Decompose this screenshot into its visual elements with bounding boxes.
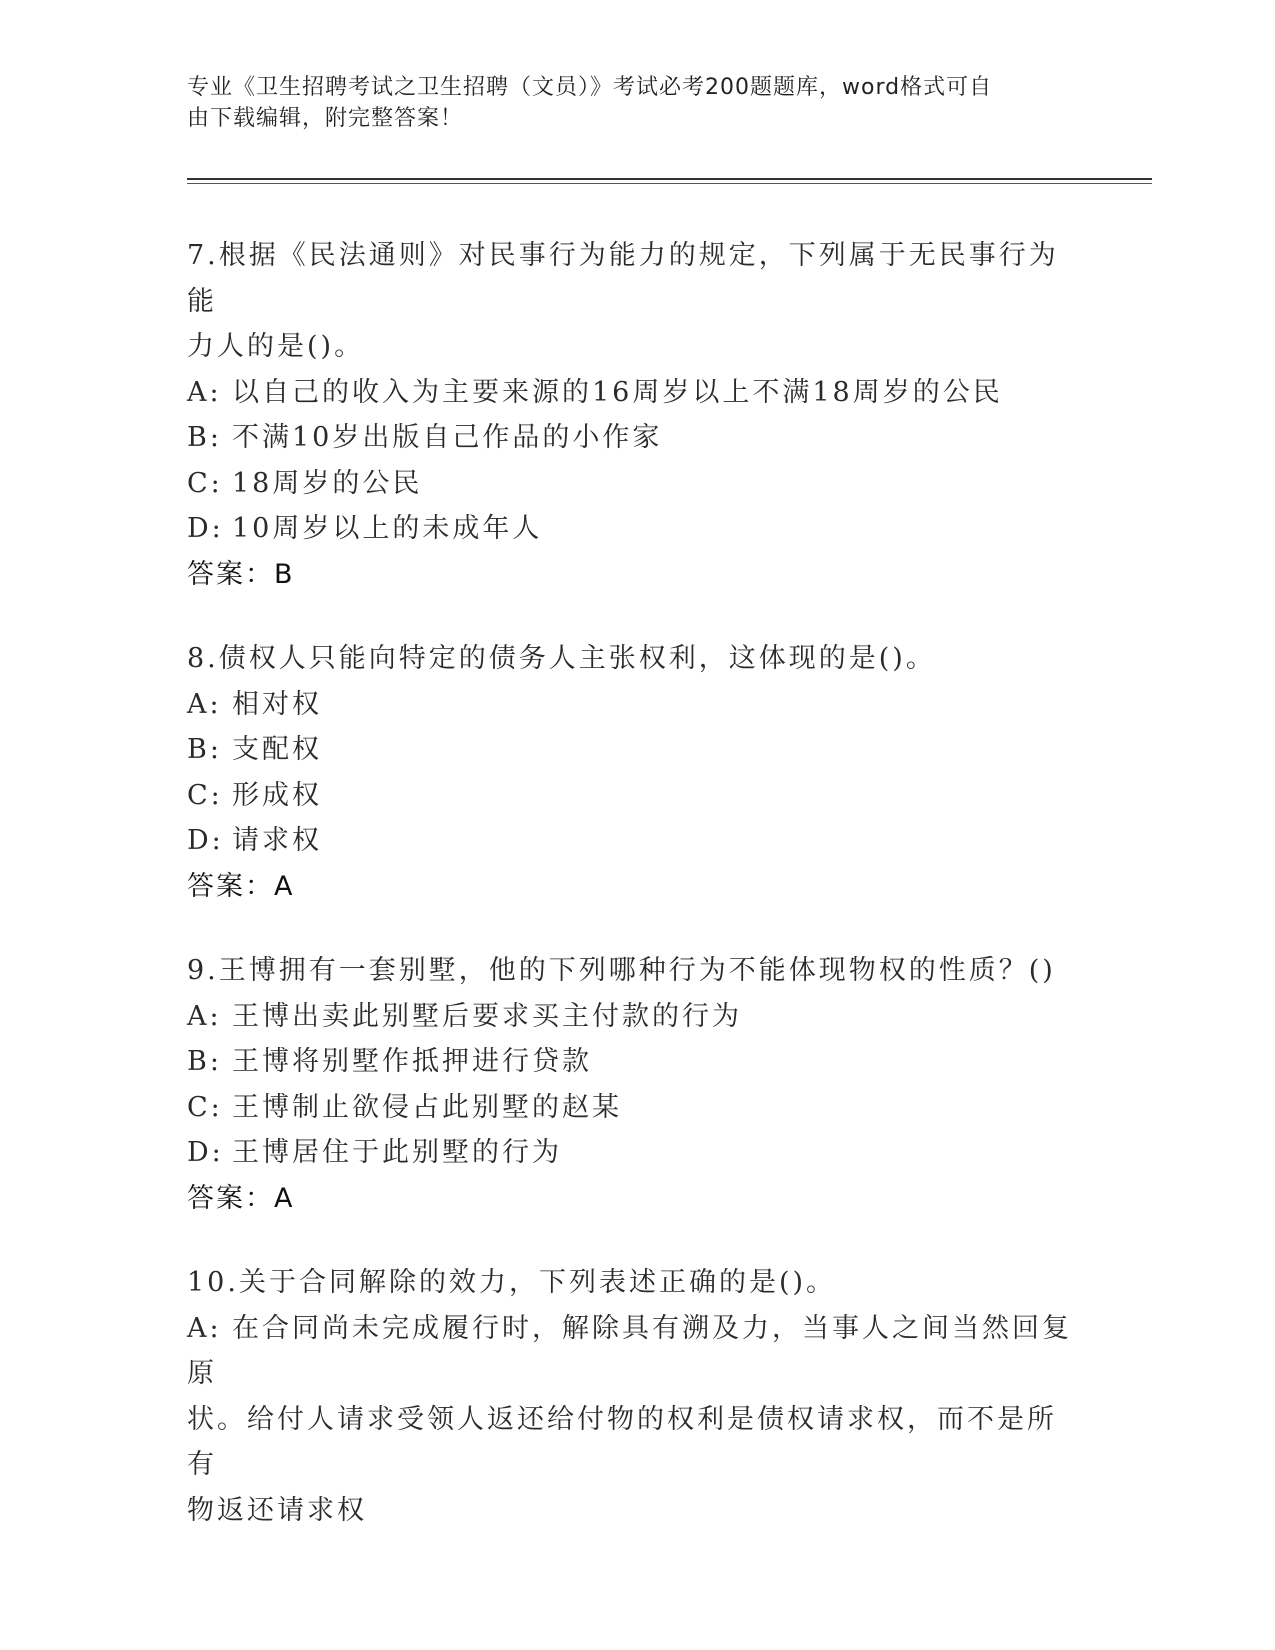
question-7 — [187, 233, 1077, 597]
option-text: 18周岁的公民 — [232, 467, 423, 499]
option-letter: C: — [187, 467, 223, 499]
option-text: 王博制止欲侵占此别墅的赵某 — [232, 1091, 622, 1123]
option-a — [187, 1306, 1077, 1397]
header-divider-thin — [187, 183, 1152, 184]
option-letter: B: — [187, 734, 222, 765]
option-text: 在合同尚未完成履行时，解除具有溯及力，当事人之间当然回复原 — [187, 1312, 1072, 1389]
option-a — [187, 370, 1077, 416]
option-b — [187, 1039, 1077, 1085]
option-text: 不满10岁出版自己作品的小作家 — [232, 422, 663, 453]
answer-label: 答案：A — [187, 870, 295, 902]
question-8 — [187, 636, 1077, 909]
question-9 — [187, 948, 1077, 1221]
answer-label: 答案：B — [187, 558, 295, 590]
option-c — [187, 773, 1077, 819]
option-letter: A: — [187, 688, 222, 720]
question-text: 8.债权人只能向特定的债务人主张权利，这体现的是()。 — [187, 643, 936, 674]
question-text-continued: 力人的是()。 — [187, 331, 365, 362]
option-b — [187, 727, 1077, 773]
option-text: 支配权 — [232, 734, 322, 765]
option-letter: C: — [187, 1091, 223, 1123]
option-letter: B: — [187, 422, 222, 453]
option-text: 形成权 — [232, 779, 322, 811]
option-c — [187, 1085, 1077, 1131]
header-line-2: 由下载编辑，附完整答案！ — [187, 106, 464, 131]
option-letter: A: — [187, 376, 222, 408]
option-text: 王博出卖此别墅后要求买主付款的行为 — [232, 1000, 742, 1032]
option-text: 王博居住于此别墅的行为 — [232, 1137, 562, 1168]
option-letter: C: — [187, 779, 223, 811]
option-text-continued: 状。给付人请求受领人返还给付物的权利是债权请求权，而不是所有 — [187, 1403, 1057, 1480]
question-text: 9.王博拥有一套别墅，他的下列哪种行为不能体现物权的性质？() — [187, 955, 1056, 986]
question-10 — [187, 1260, 1077, 1533]
option-text: 相对权 — [232, 688, 322, 720]
option-text: 以自己的收入为主要来源的16周岁以上不满18周岁的公民 — [232, 376, 1003, 408]
option-text-continued: 物返还请求权 — [187, 1494, 367, 1526]
option-a — [187, 682, 1077, 728]
option-letter: D: — [187, 825, 224, 856]
option-b — [187, 415, 1077, 461]
option-letter: D: — [187, 513, 224, 544]
option-letter: A: — [187, 1312, 222, 1344]
option-a — [187, 994, 1077, 1040]
option-letter: D: — [187, 1137, 224, 1168]
option-d — [187, 1130, 1077, 1176]
header-divider-thick — [187, 178, 1152, 180]
option-text: 10周岁以上的未成年人 — [232, 513, 543, 544]
option-text: 王博将别墅作抵押进行贷款 — [232, 1046, 592, 1077]
document-header — [187, 72, 1067, 134]
option-letter: A: — [187, 1000, 222, 1032]
question-text: 7.根据《民法通则》对民事行为能力的规定，下列属于无民事行为能 — [187, 240, 1059, 317]
option-letter: B: — [187, 1046, 222, 1077]
option-d — [187, 818, 1077, 864]
answer-label: 答案：A — [187, 1182, 295, 1214]
question-text: 10.关于合同解除的效力，下列表述正确的是()。 — [187, 1267, 837, 1298]
option-text: 请求权 — [232, 825, 322, 856]
option-c — [187, 461, 1077, 507]
option-d — [187, 506, 1077, 552]
header-line-1: 专业《卫生招聘考试之卫生招聘（文员）》考试必考200题题库，word格式可自 — [187, 75, 993, 100]
question-list — [187, 233, 1077, 1572]
